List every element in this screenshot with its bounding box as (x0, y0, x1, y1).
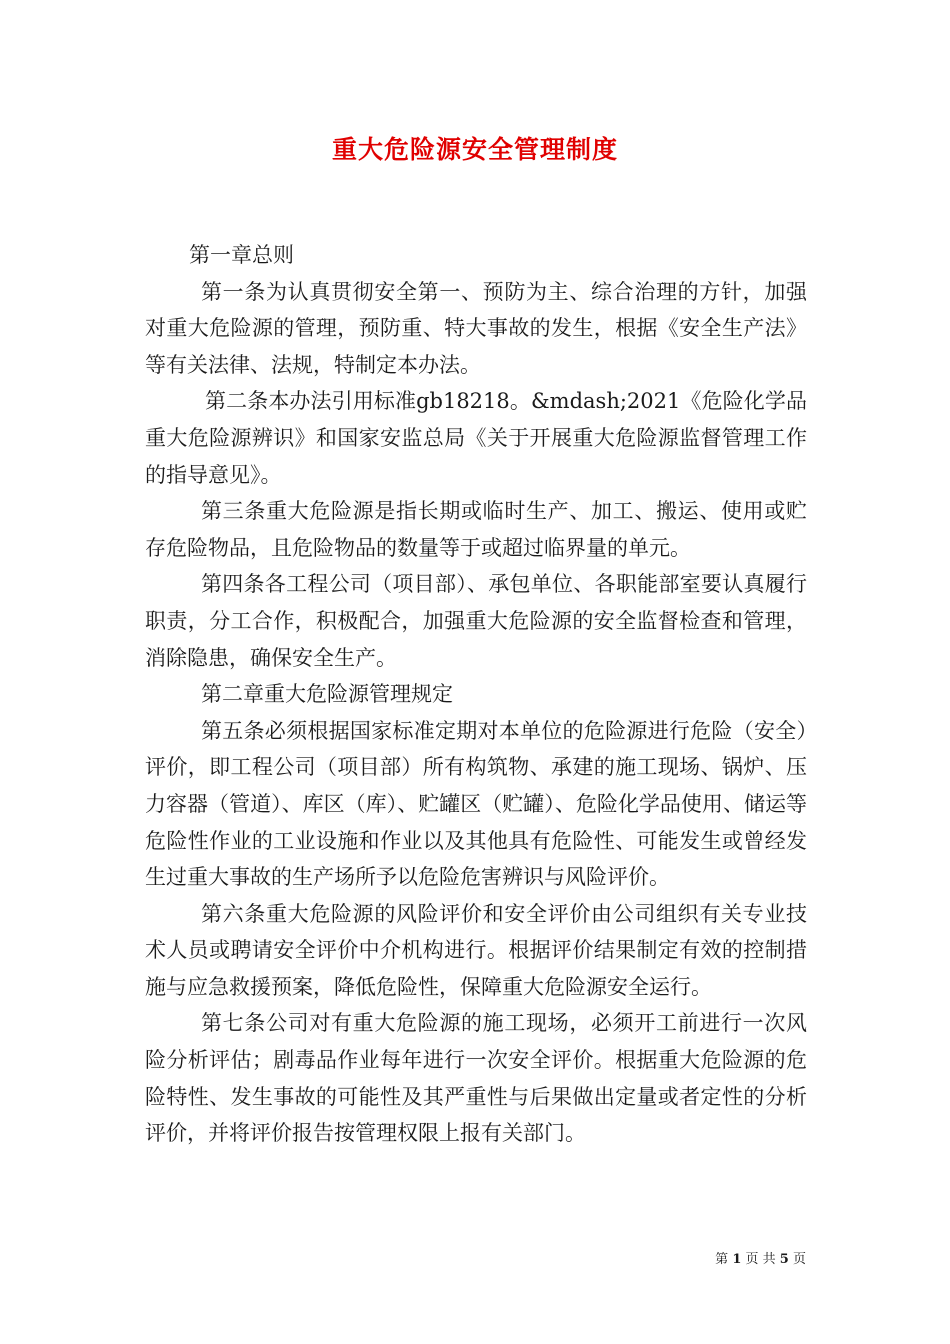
article-paragraph: 第七条公司对有重大危险源的施工现场，必须开工前进行一次风险分析评估；剧毒品作业每年进行一次安全评价。根据重大危险源的危险特性、发生事故的可能性及其严重性与后果做出定量或者定性的分析评价，并将评价报告按管理权限上报有关部门。 (145, 1011, 807, 1146)
chapter-heading: 第二章重大危险源管理规定 (201, 682, 453, 707)
article-paragraph: 第二条本办法引用标准gb18218。&mdash;2021《危险化学品重大危险源辨识》和国家安监总局《关于开展重大危险源监督管理工作的指导意见》。 (145, 389, 807, 487)
article-paragraph: 第六条重大危险源的风险评价和安全评价由公司组织有关专业技术人员或聘请安全评价中介机构进行。根据评价结果制定有效的控制措施与应急救援预案，降低危险性，保障重大危险源安全运行。 (145, 901, 807, 999)
page-number (715, 1248, 806, 1267)
page-number-middle: 页 共 (745, 1252, 776, 1267)
document-body (145, 237, 807, 1152)
article-paragraph: 第五条必须根据国家标准定期对本单位的危险源进行危险（安全）评价，即工程公司（项目部）所有构筑物、承建的施工现场、锅炉、压力容器（管道）、库区（库）、贮罐区（贮罐）、危险化学品使用、储运等危险性作业的工业设施和作业以及其他具有危险性、可能发生或曾经发生过重大事故的生产场所予以危险危害辨识与风险评价。 (145, 718, 807, 890)
article-paragraph: 第三条重大危险源是指长期或临时生产、加工、搬运、使用或贮存危险物品，且危险物品的数量等于或超过临界量的单元。 (145, 499, 807, 560)
page-number-prefix: 第 (715, 1252, 729, 1267)
total-pages: 5 (779, 1252, 789, 1267)
article-paragraph: 第一条为认真贯彻安全第一、预防为主、综合治理的方针，加强对重大危险源的管理，预防重、特大事故的发生，根据《安全生产法》等有关法律、法规，特制定本办法。 (145, 279, 807, 377)
current-page: 1 (732, 1252, 742, 1267)
chapter-heading: 第一章总则 (189, 243, 294, 267)
page-number-suffix: 页 (792, 1252, 806, 1267)
document-title: 重大危险源安全管理制度 (331, 135, 618, 164)
article-paragraph: 第四条各工程公司（项目部）、承包单位、各职能部室要认真履行职责，分工合作，积极配合，加强重大危险源的安全监督检查和管理，消除隐患，确保安全生产。 (145, 572, 807, 670)
